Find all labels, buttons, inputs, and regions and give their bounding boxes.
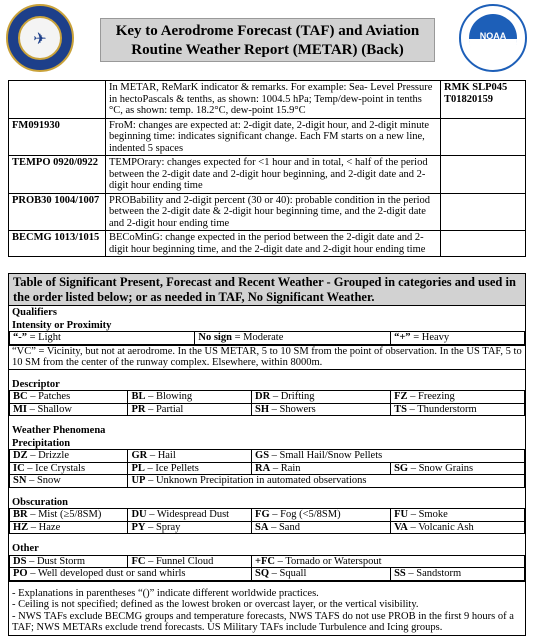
table-cell: GR – Hail xyxy=(128,450,252,463)
table-cell: PL – Ice Pellets xyxy=(128,462,252,475)
table-cell: VA – Volcanic Ash xyxy=(391,521,525,534)
intensity-title: Intensity or Proximity xyxy=(12,319,112,331)
noaa-logo xyxy=(459,4,527,72)
remark-text: PROBability and 2-digit percent (30 or 40): probable condition in the period between the 2-digit date & 2-digit hour beginning time, and the 2-digit date and 2-digit hour ending time xyxy=(106,193,441,231)
table-row xyxy=(10,391,525,404)
table-row xyxy=(10,568,525,581)
table-cell: PR – Partial xyxy=(128,403,252,416)
remark-code xyxy=(441,118,526,156)
table-cell: SA – Sand xyxy=(252,521,391,534)
table-cell: HZ – Haze xyxy=(10,521,128,534)
table-cell: TS – Thunderstorm xyxy=(391,403,525,416)
table-cell: MI – Shallow xyxy=(10,403,128,416)
table-cell: SG – Snow Grains xyxy=(391,462,525,475)
footnote: - NWS TAFs exclude BECMG groups and temperature forecasts, NWS TAFS do not use PROB in the first 9 hours of a TAF; NWS METARs exclude trend forecasts. US Military TAFs include Turbulence and Icing groups. xyxy=(12,610,514,633)
table-cell: PY – Spray xyxy=(128,521,252,534)
table-row xyxy=(9,231,526,257)
table-cell: RA – Rain xyxy=(252,462,391,475)
table-row xyxy=(10,521,525,534)
table-row xyxy=(10,509,525,522)
table-cell: +FC – Tornado or Waterspout xyxy=(252,555,525,568)
table-row xyxy=(9,156,526,194)
remark-label: TEMPO 0920/0922 xyxy=(9,156,106,194)
remark-label: FM091930 xyxy=(9,118,106,156)
other-title: Other xyxy=(12,543,39,554)
obscuration-title: Obscuration xyxy=(12,496,69,508)
remark-text: TEMPOrary: changes expected for <1 hour and in total, < half of the period between the 2-digit date and 2-digit hour beginning, and 2-digit date and 2-digit hour ending time xyxy=(106,156,441,194)
descriptor-title: Descriptor xyxy=(12,378,60,390)
descriptor-table xyxy=(9,390,525,416)
table-cell: SQ – Squall xyxy=(252,568,391,581)
intensity-light: “-” = Light xyxy=(10,332,195,345)
table-row xyxy=(10,462,525,475)
table-row xyxy=(10,403,525,416)
remark-code: RMK SLP045 T01820159 xyxy=(441,81,526,119)
table-cell: SN – Snow xyxy=(10,475,128,488)
remark-label xyxy=(9,81,106,119)
remark-label: BECMG 1013/1015 xyxy=(9,231,106,257)
table-row xyxy=(10,450,525,463)
table-cell: FU – Smoke xyxy=(391,509,525,522)
precipitation-title: Precipitation xyxy=(12,437,71,449)
table-cell: FC – Funnel Cloud xyxy=(128,555,252,568)
other-table xyxy=(9,555,525,581)
table-cell: BR – Mist (≥5/8SM) xyxy=(10,509,128,522)
table-cell: IC – Ice Crystals xyxy=(10,462,128,475)
footnote: - Ceiling is not specified; defined as the lowest broken or overcast layer, or the vertical visibility. xyxy=(12,599,419,610)
table-cell: DU – Widespread Dust xyxy=(128,509,252,522)
remark-code xyxy=(441,156,526,194)
remark-code xyxy=(441,231,526,257)
weather-table-heading: Table of Significant Present, Forecast and Recent Weather - Grouped in categories and used in the order listed below; or as needed in TAF, No Significant Weather. xyxy=(9,274,525,306)
footnote: - Explanations in parentheses “()” indicate different worldwide practices. xyxy=(12,587,319,599)
page-header xyxy=(0,0,533,78)
obscuration-table xyxy=(9,508,525,534)
noaa-logo-text: NOAA xyxy=(479,31,507,41)
table-cell: BC – Patches xyxy=(10,391,128,404)
remarks-table xyxy=(8,80,526,257)
precipitation-table xyxy=(9,449,525,488)
table-cell: SH – Showers xyxy=(252,403,391,416)
remark-text: In METAR, ReMarK indicator & remarks. For example: Sea- Level Pressure in hectoPascals & tenths, as shown: 1004.5 hPa; Temp/dew-point in tenths °C, as shown: temp. 18.2°C, dew-point 15.9°C xyxy=(106,81,441,119)
table-row xyxy=(9,81,526,119)
table-row xyxy=(10,332,525,345)
table-row xyxy=(10,555,525,568)
footnotes xyxy=(9,581,525,635)
faa-seal-logo: ✈ xyxy=(6,4,74,72)
table-cell: UP – Unknown Precipitation in automated observations xyxy=(128,475,525,488)
table-cell: PO – Well developed dust or sand whirls xyxy=(10,568,252,581)
table-cell: BL – Blowing xyxy=(128,391,252,404)
intensity-moderate: No sign = Moderate xyxy=(195,332,391,345)
remark-label: PROB30 1004/1007 xyxy=(9,193,106,231)
table-cell: FZ – Freezing xyxy=(391,391,525,404)
qualifiers-title: Qualifiers xyxy=(12,307,57,318)
table-cell: DS – Dust Storm xyxy=(10,555,128,568)
title-line-1: Key to Aerodrome Forecast (TAF) and Aviation xyxy=(115,23,420,39)
table-row xyxy=(9,118,526,156)
remark-text: FroM: changes are expected at: 2-digit date, 2-digit hour, and 2-digit minute beginning time: indicates significant change. Each FM starts on a new line, indented 5 spaces xyxy=(106,118,441,156)
page-title xyxy=(100,18,435,62)
table-cell: DZ – Drizzle xyxy=(10,450,128,463)
table-row xyxy=(9,193,526,231)
vicinity-note: “VC” = Vicinity, but not at aerodrome. In the US METAR, 5 to 10 SM from the point of observation. In the US TAF, 5 to 10 SM from the center of the runway complex. Elsewhere, within 8000m. xyxy=(9,345,525,370)
table-cell: FG – Fog (<5/8SM) xyxy=(252,509,391,522)
table-cell: DR – Drifting xyxy=(252,391,391,404)
weather-table xyxy=(8,273,526,636)
title-line-2: Routine Weather Report (METAR) (Back) xyxy=(131,42,404,58)
intensity-table xyxy=(9,331,525,345)
remark-text: BECoMinG: change expected in the period between the 2-digit date and 2-digit hour beginning time, and the 2-digit date and 2-digit hour ending time xyxy=(106,231,441,257)
table-cell: GS – Small Hail/Snow Pellets xyxy=(252,450,525,463)
intensity-heavy: “+” = Heavy xyxy=(391,332,525,345)
table-cell: SS – Sandstorm xyxy=(391,568,525,581)
remark-code xyxy=(441,193,526,231)
phenomena-title: Weather Phenomena xyxy=(12,425,106,436)
table-row xyxy=(10,475,525,488)
